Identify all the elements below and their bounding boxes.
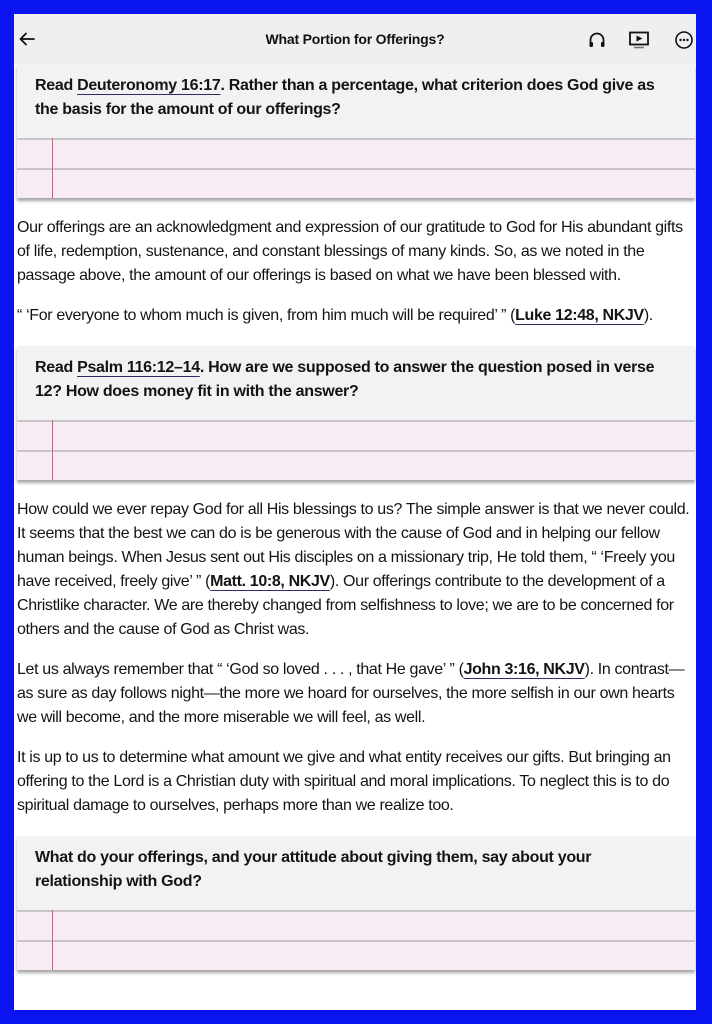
paragraph: [14, 498, 696, 642]
scripture-link[interactable]: Matt. 10:8, NKJV: [210, 573, 330, 590]
scripture-link[interactable]: Luke 12:48, NKJV: [515, 307, 644, 324]
more-button[interactable]: [673, 29, 695, 51]
question-card: [17, 64, 695, 198]
paragraph-text: “ ‘For everyone to whom much is given, from him much will be required’ ” (: [17, 307, 516, 324]
question-card: [17, 836, 695, 970]
answer-line[interactable]: [17, 910, 695, 940]
paragraph: [14, 304, 696, 328]
top-bar: [14, 14, 696, 64]
question-text: [17, 836, 695, 910]
lesson-content: [14, 64, 696, 970]
paragraph: Our offerings are an acknowledgment and expression of our gratitude to God for His abundant gifts of life, redemption, sustenance, and constant blessings of many kinds. So, as we noted in the passage above, the amount of our offerings is based on what we have been blessed with.: [17, 219, 683, 284]
video-button[interactable]: [628, 29, 650, 51]
question-suffix: . How are we supposed to answer the question posed in verse 12? How does money fit in with the answer?: [35, 359, 655, 400]
answer-line[interactable]: [17, 420, 695, 450]
paragraph-text: ). Our offerings contribute to the development of a Christlike character. We are thereby changed from selfishness to love; we are to be concerned for others and the cause of God as Christ was.: [17, 573, 674, 638]
paragraph-text: How could we ever repay God for all His blessings to us? The simple answer is that we never could. It seems that the best we can do is be generous with the cause of God and in helping our fellow human beings. When Jesus sent out His disciples on a missionary trip, He told them, “ ‘Freely you have received, freely give’ ” (: [17, 501, 690, 590]
answer-area[interactable]: [17, 138, 695, 198]
answer-line[interactable]: [17, 138, 695, 168]
more-circle-icon: [674, 30, 694, 50]
question-text: [17, 64, 695, 138]
scripture-link[interactable]: Deuteronomy 16:17: [77, 77, 221, 94]
headphones-icon: [587, 30, 607, 50]
question-prefix: Read: [35, 77, 78, 94]
answer-line[interactable]: [17, 940, 695, 970]
play-screen-icon: [628, 30, 650, 50]
page-title: What Portion for Offerings?: [265, 31, 445, 47]
answer-line[interactable]: [17, 168, 695, 198]
margin-line: [52, 138, 53, 198]
scripture-link[interactable]: John 3:16, NKJV: [463, 661, 585, 678]
paragraph-text: Let us always remember that “ ‘God so loved . . . , that He gave’ ” (: [17, 661, 464, 678]
question-suffix: . Rather than a percentage, what criterion does God give as the basis for the amount of our offerings?: [35, 77, 655, 118]
answer-area[interactable]: [17, 910, 695, 970]
paragraph: It is up to us to determine what amount we give and what entity receives our gifts. But bringing an offering to the Lord is a Christian duty with spiritual and moral implications. To neglect this is to do spiritual damage to ourselves, perhaps more than we realize too.: [17, 749, 671, 814]
margin-line: [52, 910, 53, 970]
margin-line: [52, 420, 53, 480]
question-card: [17, 346, 695, 480]
question-prefix: Read: [35, 359, 78, 376]
question-text: [17, 346, 695, 420]
listen-button[interactable]: [586, 29, 608, 51]
paragraph-text: ).: [643, 307, 653, 324]
paragraph-text: ). In contrast—as sure as day follows night—the more we hoard for ourselves, the more selfish in our own hearts we will become, and the more miserable we will feel, as well.: [17, 661, 685, 726]
scripture-link[interactable]: Psalm 116:12–14: [77, 359, 200, 376]
answer-area[interactable]: [17, 420, 695, 480]
answer-line[interactable]: [17, 450, 695, 480]
paragraph: [14, 658, 696, 730]
app-screen: [14, 14, 696, 1010]
question-suffix: What do your offerings, and your attitude about giving them, say about your relationship with God?: [35, 849, 592, 890]
